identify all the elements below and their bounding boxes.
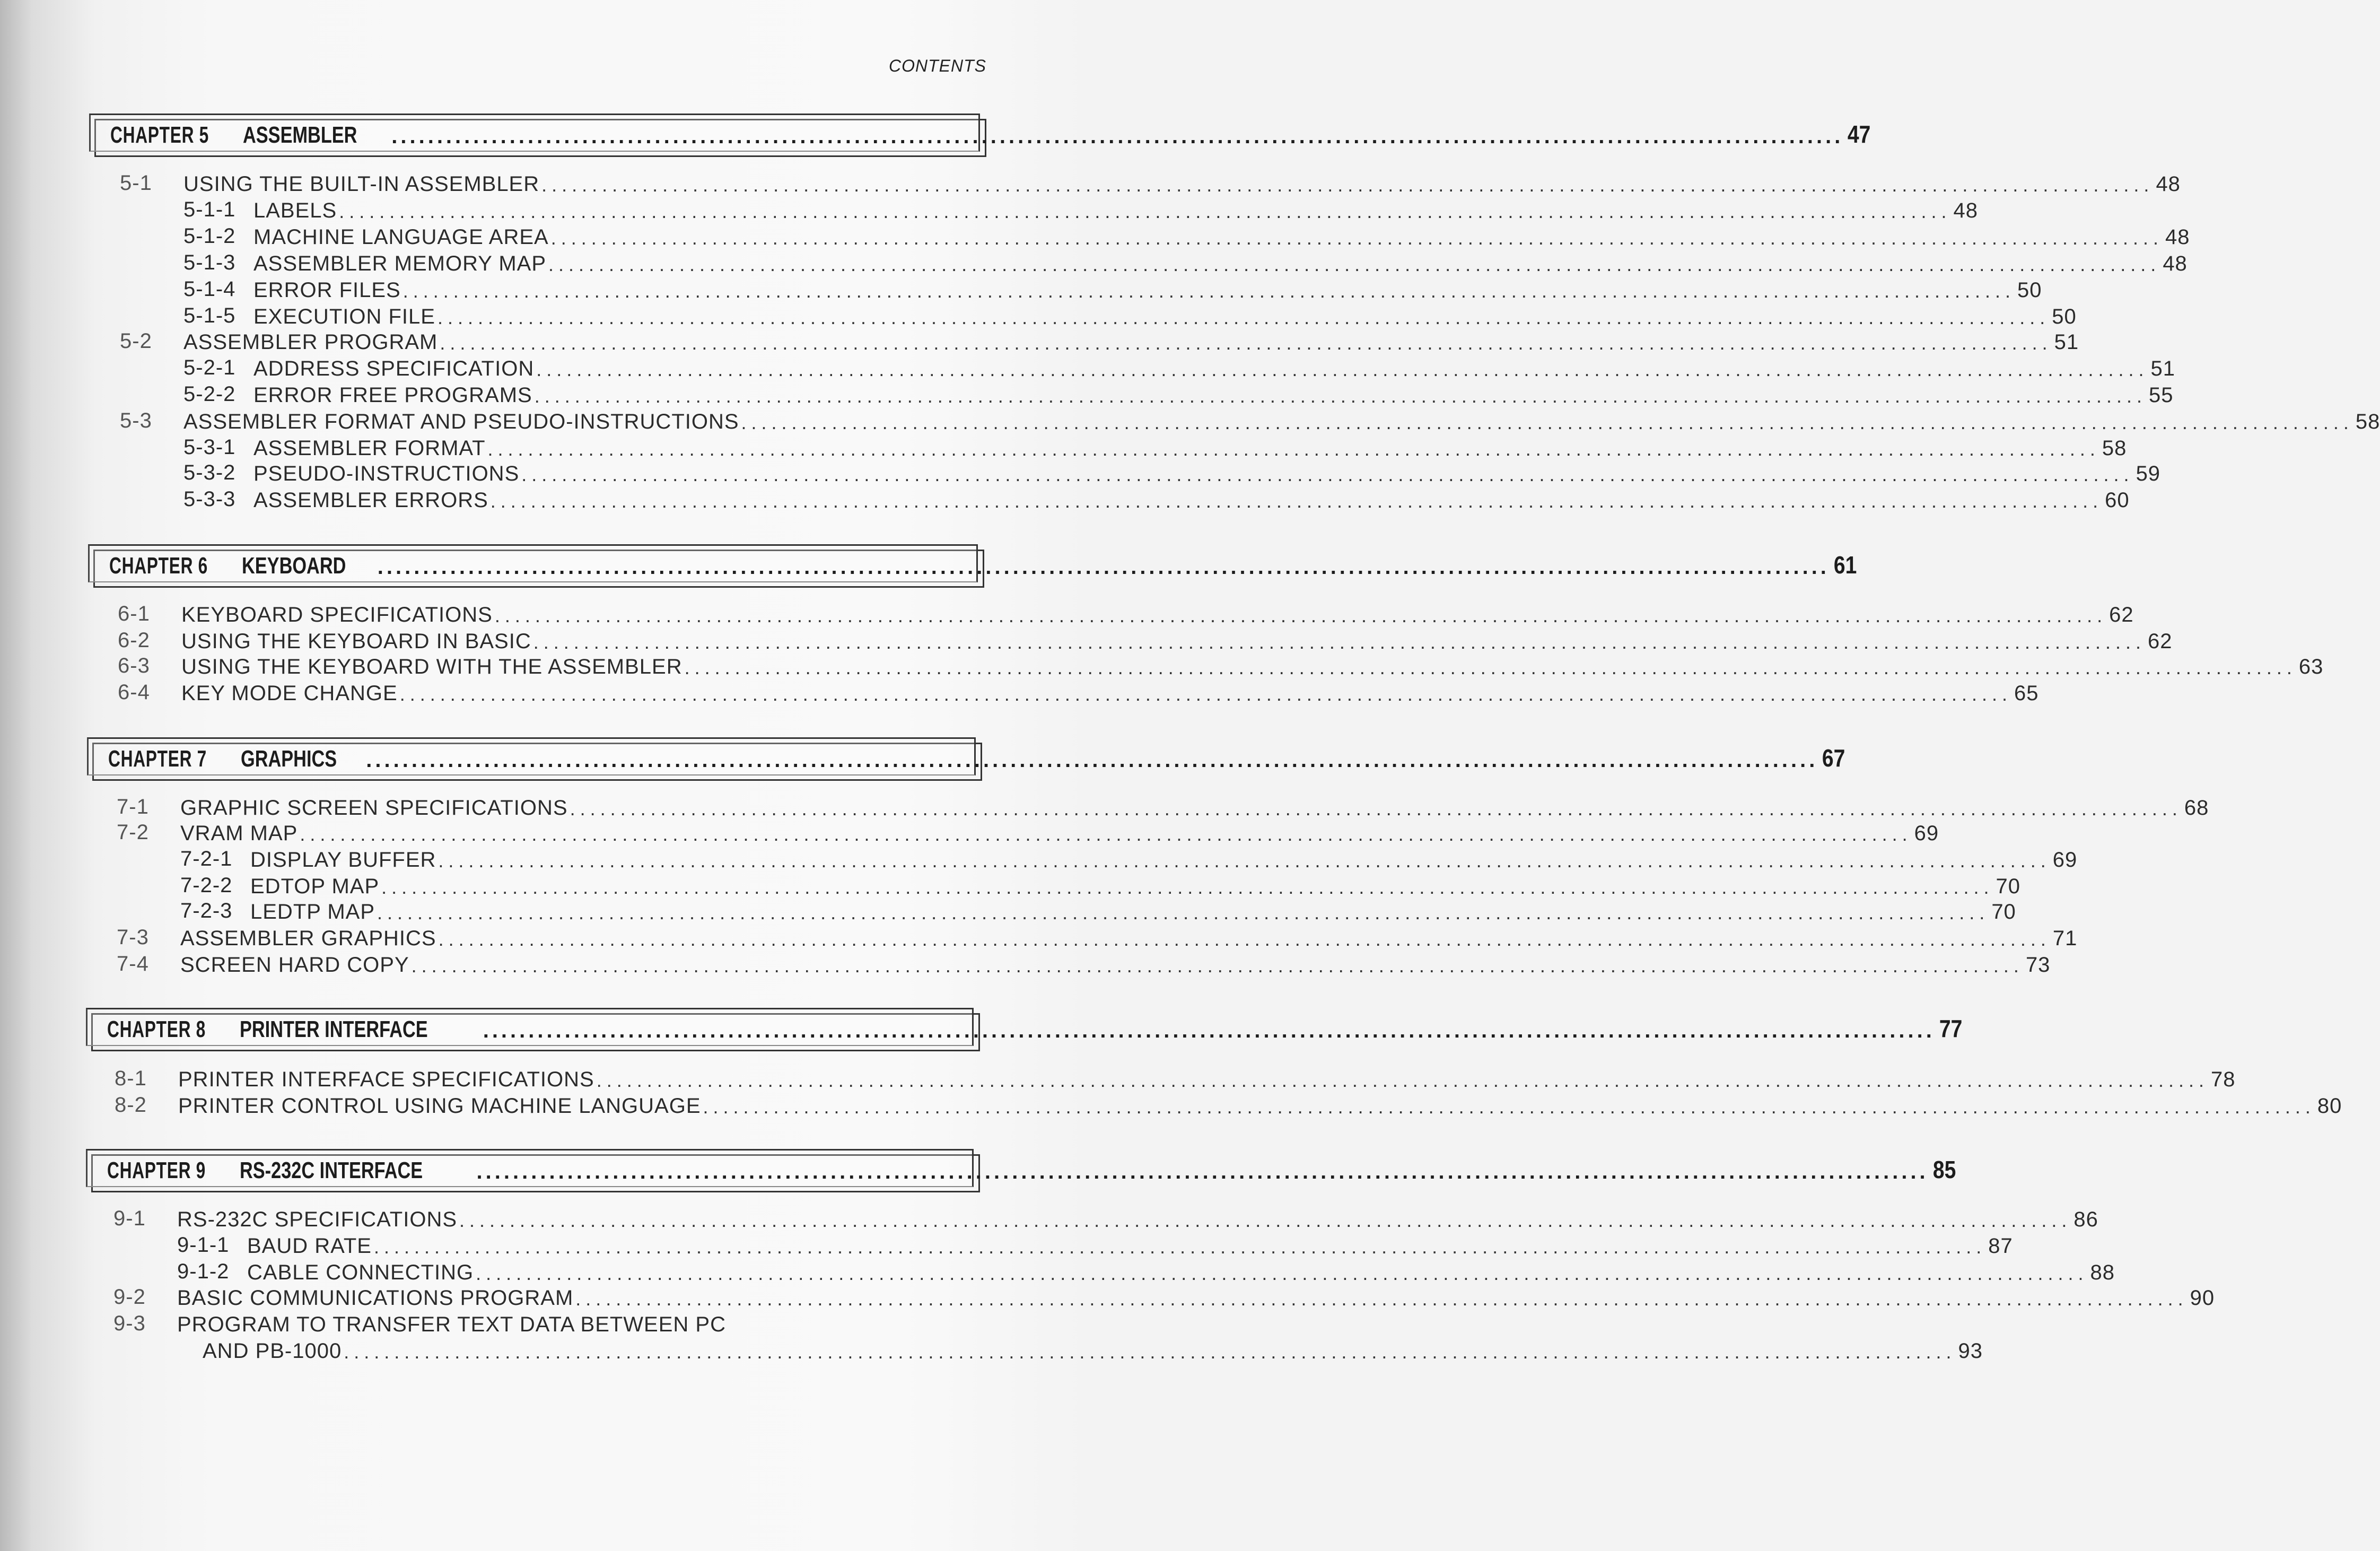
page-number: 80 <box>2317 1094 2342 1118</box>
dot-leader: ................................................................................................................................................................ <box>570 798 2182 820</box>
section-title: EXECUTION FILE <box>253 305 435 328</box>
section-title: SCREEN HARD COPY <box>180 953 409 977</box>
section-title: ASSEMBLER FORMAT <box>253 437 486 460</box>
toc-subsection-entry[interactable] <box>183 355 2176 381</box>
entry-line <box>177 1261 2115 1285</box>
section-title: RS-232C SPECIFICATIONS <box>177 1208 458 1231</box>
dot-leader: ................................................................................................................................................................ <box>381 876 1994 898</box>
toc-section-entry[interactable] <box>117 820 1939 846</box>
section-title: LABELS <box>253 199 337 222</box>
dot-leader: ................................................................................................................................................................ <box>741 412 2353 433</box>
dot-leader: ................................................................................................................................................................ <box>438 928 2051 950</box>
chapter-heading-box <box>87 737 1845 776</box>
section-number: 7-3 <box>117 926 149 949</box>
section-number: 6-3 <box>118 654 150 677</box>
section-number: 5-1 <box>120 171 152 195</box>
entry-line <box>183 462 2161 486</box>
toc-section-entry[interactable] <box>118 680 2039 705</box>
chapter-page-number: 77 <box>1939 1015 1963 1042</box>
section-number: 9-2 <box>113 1285 146 1309</box>
toc-section-entry[interactable] <box>120 329 2079 354</box>
section-number: 5-1-4 <box>183 277 236 301</box>
page-number: 68 <box>2184 796 2209 820</box>
entry-line <box>183 199 1979 223</box>
section-number: 9-1-2 <box>177 1260 230 1283</box>
section-number: 7-4 <box>117 952 149 975</box>
chapter-page-number: 47 <box>1848 120 1871 148</box>
chapter-heading[interactable] <box>109 551 1857 579</box>
section-title: KEY MODE CHANGE <box>181 682 398 705</box>
dot-leader: ................................................................................................................................................................ <box>344 1341 1956 1363</box>
entry-line <box>183 489 2130 512</box>
section-number: 5-1-5 <box>183 304 236 327</box>
entry-line <box>203 1339 1983 1363</box>
chapter-heading-box <box>86 1008 1963 1046</box>
entry-line <box>117 927 2078 951</box>
chapter-heading-box <box>88 544 1857 582</box>
chapter-heading[interactable] <box>110 120 1871 149</box>
section-title: PRINTER INTERFACE SPECIFICATIONS <box>178 1068 594 1091</box>
section-number: 5-3 <box>120 409 152 432</box>
dot-leader: ................................................................................................................................................................ <box>339 201 1952 222</box>
toc-subsection-entry[interactable] <box>177 1259 2115 1285</box>
page-number: 60 <box>2105 489 2130 512</box>
section-number: 6-1 <box>118 602 150 625</box>
section-title: PROGRAM TO TRANSFER TEXT DATA BETWEEN PC <box>177 1313 726 1336</box>
section-number: 5-1-3 <box>183 251 236 274</box>
dot-leader: ................................................................................................................................................................ <box>399 683 2012 705</box>
toc-subsection-entry[interactable] <box>183 303 2077 329</box>
dot-leader: ................................................................................................................................................................ <box>575 1288 2188 1310</box>
section-number: 5-3-2 <box>183 461 236 484</box>
section-number: 7-2-2 <box>180 874 233 897</box>
section-number: 5-2-2 <box>183 382 236 406</box>
entry-line <box>183 437 2127 460</box>
section-number: 9-3 <box>113 1312 146 1335</box>
toc-subsection-entry[interactable] <box>180 873 2020 899</box>
section-title: BASIC COMMUNICATIONS PROGRAM <box>177 1286 574 1310</box>
entry-line <box>183 225 2190 249</box>
page-number: 86 <box>2073 1208 2098 1231</box>
page-number: 51 <box>2054 330 2079 354</box>
entry-line <box>120 410 2380 434</box>
page-number: 87 <box>1988 1234 2013 1258</box>
chapter-title: KEYBOARD <box>242 553 346 579</box>
section-number: 7-2-3 <box>180 899 233 922</box>
toc-section-entry[interactable] <box>120 408 2380 434</box>
section-number: 5-2 <box>120 329 152 353</box>
section-number: 7-2-1 <box>180 847 233 870</box>
toc-subsection-entry[interactable] <box>183 382 2174 407</box>
entry-line <box>117 953 2051 977</box>
entry-line <box>115 1068 2236 1092</box>
toc-section-entry[interactable] <box>118 653 2324 679</box>
section-title: MACHINE LANGUAGE AREA <box>253 225 549 249</box>
section-title: KEYBOARD SPECIFICATIONS <box>181 603 493 626</box>
toc-section-entry[interactable] <box>117 952 2051 977</box>
dot-leader: ................................................................................................................................................................ <box>487 438 2100 460</box>
toc-subsection-entry[interactable] <box>183 435 2127 460</box>
section-number: 5-1-1 <box>183 198 236 221</box>
entry-line <box>118 603 2134 627</box>
toc-subsection-entry[interactable] <box>177 1233 2013 1258</box>
chapter-title: ASSEMBLER <box>243 122 357 148</box>
page-number: 65 <box>2014 682 2039 705</box>
section-title: ADDRESS SPECIFICATION <box>253 357 535 380</box>
page-number: 55 <box>2149 384 2174 407</box>
section-title: BAUD RATE <box>247 1234 372 1258</box>
chapter-number: CHAPTER 5 <box>110 122 209 148</box>
dot-leader: ................................................................................................................................................................ <box>490 490 2103 512</box>
chapter-title: PRINTER INTERFACE <box>240 1016 428 1042</box>
toc-subsection-entry[interactable] <box>180 847 2078 872</box>
chapter-title: RS-232C INTERFACE <box>240 1157 423 1183</box>
entry-line <box>180 848 2078 872</box>
section-number: 5-1-2 <box>183 224 236 248</box>
toc-section-entry[interactable] <box>117 795 2209 820</box>
section-number: 5-2-1 <box>183 356 236 379</box>
dot-leader: ................................................................................................................................................................ <box>703 1096 2315 1118</box>
entry-line <box>180 875 2020 899</box>
entry-line <box>118 630 2173 653</box>
section-title: ASSEMBLER MEMORY MAP <box>253 252 546 275</box>
entry-line <box>113 1313 949 1337</box>
toc-subsection-entry[interactable] <box>183 460 2161 486</box>
page-number: 70 <box>1991 900 2016 923</box>
dot-leader: ................................................................................................................................................................ <box>494 605 2107 626</box>
entry-line <box>117 796 2209 820</box>
toc-entry-continuation[interactable] <box>203 1338 1983 1363</box>
chapter-heading[interactable] <box>108 744 1845 772</box>
section-number: 9-1-1 <box>177 1233 230 1257</box>
section-title: LEDTP MAP <box>250 900 375 923</box>
toc-section-entry[interactable] <box>120 171 2181 196</box>
section-title: CABLE CONNECTING <box>247 1261 474 1284</box>
section-number: 5-3-1 <box>183 435 236 459</box>
dot-leader: ................................................................................................................................................................ <box>536 359 2149 380</box>
dot-leader: ................................................................................................................................................................ <box>684 657 2297 678</box>
section-number: 7-2 <box>117 821 149 844</box>
chapter-heading[interactable] <box>107 1015 1963 1043</box>
chapter-heading[interactable] <box>107 1156 1956 1184</box>
toc-subsection-entry[interactable] <box>183 487 2130 512</box>
toc-section-entry[interactable] <box>117 925 2078 951</box>
chapter-number: CHAPTER 8 <box>107 1016 206 1042</box>
section-number: 8-1 <box>115 1067 147 1090</box>
page-number: 93 <box>1958 1339 1983 1363</box>
entry-line <box>177 1234 2013 1258</box>
entry-line <box>120 172 2181 196</box>
toc-subsection-entry[interactable] <box>183 224 2190 249</box>
page-number: 58 <box>2355 410 2380 433</box>
page-number: 50 <box>2052 305 2077 328</box>
toc-section-entry[interactable] <box>115 1066 2236 1092</box>
entry-line <box>115 1094 2342 1118</box>
section-number: 7-1 <box>117 795 149 818</box>
page-number: 63 <box>2298 655 2324 678</box>
entry-line <box>183 252 2188 276</box>
dot-leader: ................................................................................................................................................................ <box>300 823 1912 845</box>
page-number: 59 <box>2136 462 2161 485</box>
page-number: 62 <box>2109 603 2134 626</box>
page-number: 88 <box>2090 1261 2115 1284</box>
page-number: 48 <box>2156 172 2181 196</box>
section-title: VRAM MAP <box>180 822 298 845</box>
dot-leader: ................................................................................................................................................................ <box>459 1209 2072 1231</box>
section-title: ASSEMBLER ERRORS <box>253 489 488 512</box>
page-number: 71 <box>2052 927 2078 950</box>
page-number: 78 <box>2211 1068 2236 1091</box>
page-number: 48 <box>2165 225 2190 249</box>
entry-line <box>183 305 2077 329</box>
dot-leader: ................................................................................................................................................................ <box>377 555 1830 579</box>
page-number: 48 <box>2163 252 2188 275</box>
toc-section-entry[interactable] <box>113 1206 2098 1232</box>
page-number: 62 <box>2148 630 2173 653</box>
entry-line <box>120 330 2079 354</box>
section-title: USING THE BUILT-IN ASSEMBLER <box>183 172 540 196</box>
dot-leader: ................................................................................................................................................................ <box>438 850 2051 872</box>
section-title: USING THE KEYBOARD WITH THE ASSEMBLER <box>181 655 682 678</box>
dot-leader: ................................................................................................................................................................ <box>534 385 2147 407</box>
page-number: 50 <box>2017 278 2042 302</box>
section-title: USING THE KEYBOARD IN BASIC <box>181 630 531 653</box>
section-number: 5-3-3 <box>183 487 236 511</box>
dot-leader: ................................................................................................................................................................ <box>411 955 2024 977</box>
entry-line <box>180 900 2016 924</box>
dot-leader: ................................................................................................................................................................ <box>476 1262 2088 1284</box>
section-title: AND PB-1000 <box>203 1339 342 1363</box>
section-title: EDTOP MAP <box>250 875 380 898</box>
dot-leader: ................................................................................................................................................................ <box>596 1069 2209 1091</box>
dot-leader: ................................................................................................................................................................ <box>391 125 1844 148</box>
toc-subsection-entry[interactable] <box>183 250 2188 276</box>
dot-leader: ................................................................................................................................................................ <box>373 1236 1987 1258</box>
section-title: ERROR FILES <box>253 278 401 302</box>
dot-leader: ................................................................................................................................................................ <box>402 280 2016 302</box>
dot-leader: ................................................................................................................................................................ <box>550 227 2163 249</box>
page-number: 51 <box>2150 357 2176 380</box>
toc-section-entry[interactable] <box>115 1093 2342 1118</box>
toc-subsection-entry[interactable] <box>183 277 2042 302</box>
chapter-page-number: 67 <box>1822 744 1845 772</box>
entry-line <box>118 655 2324 679</box>
page-number: 48 <box>1953 199 1979 222</box>
dot-leader: ................................................................................................................................................................ <box>483 1019 1935 1042</box>
dot-leader: ................................................................................................................................................................ <box>440 332 2052 354</box>
dot-leader: ................................................................................................................................................................ <box>541 174 2154 196</box>
chapter-page-number: 61 <box>1833 551 1857 579</box>
dot-leader: ................................................................................................................................................................ <box>521 464 2134 485</box>
page-number: 58 <box>2102 437 2127 460</box>
section-title: DISPLAY BUFFER <box>250 848 436 872</box>
chapter-number: CHAPTER 6 <box>109 553 208 579</box>
section-title: ASSEMBLER FORMAT AND PSEUDO-INSTRUCTIONS <box>183 410 739 433</box>
toc-section-entry[interactable] <box>118 602 2134 627</box>
page-number: 69 <box>1914 822 1939 845</box>
page-header-title: CONTENTS <box>889 56 986 75</box>
toc-section-entry[interactable] <box>113 1285 2215 1310</box>
toc-section-entry[interactable] <box>118 628 2173 653</box>
section-title: GRAPHIC SCREEN SPECIFICATIONS <box>180 796 568 820</box>
chapter-number: CHAPTER 9 <box>107 1157 206 1183</box>
toc-subsection-entry[interactable] <box>183 197 1979 223</box>
page-number: 69 <box>2052 848 2078 872</box>
section-number: 6-4 <box>118 681 150 704</box>
page-number: 70 <box>1996 875 2020 898</box>
dot-leader: ................................................................................................................................................................ <box>366 748 1818 772</box>
section-title: PRINTER CONTROL USING MACHINE LANGUAGE <box>178 1094 701 1118</box>
entry-line <box>118 682 2039 705</box>
dot-leader: ................................................................................................................................................................ <box>437 307 2050 328</box>
entry-line <box>183 278 2042 302</box>
section-title: ASSEMBLER PROGRAM <box>183 330 438 354</box>
entry-line <box>113 1208 2098 1232</box>
dot-leader: ................................................................................................................................................................ <box>533 631 2146 653</box>
entry-line <box>117 822 1939 846</box>
section-number: 6-2 <box>118 629 150 652</box>
page-number: 73 <box>2025 953 2051 977</box>
section-title: ERROR FREE PROGRAMS <box>253 384 532 407</box>
chapter-heading-box <box>89 114 1871 152</box>
chapter-heading-box <box>86 1149 1956 1187</box>
page-number: 90 <box>2190 1286 2215 1310</box>
section-number: 9-1 <box>113 1207 146 1230</box>
dot-leader: ................................................................................................................................................................ <box>548 254 2161 275</box>
toc-section-entry[interactable] <box>113 1311 949 1337</box>
chapter-title: GRAPHICS <box>241 746 337 772</box>
dot-leader: ................................................................................................................................................................ <box>377 902 1990 923</box>
chapter-page-number: 85 <box>1932 1156 1956 1183</box>
toc-subsection-entry[interactable] <box>180 899 2016 924</box>
section-title: PSEUDO-INSTRUCTIONS <box>253 462 520 485</box>
entry-line <box>113 1286 2215 1310</box>
dot-leader: ................................................................................................................................................................ <box>476 1160 1929 1183</box>
chapter-number: CHAPTER 7 <box>108 746 207 772</box>
entry-line <box>183 384 2174 407</box>
section-number: 8-2 <box>115 1093 147 1117</box>
section-title: ASSEMBLER GRAPHICS <box>180 927 436 950</box>
entry-line <box>183 357 2176 381</box>
